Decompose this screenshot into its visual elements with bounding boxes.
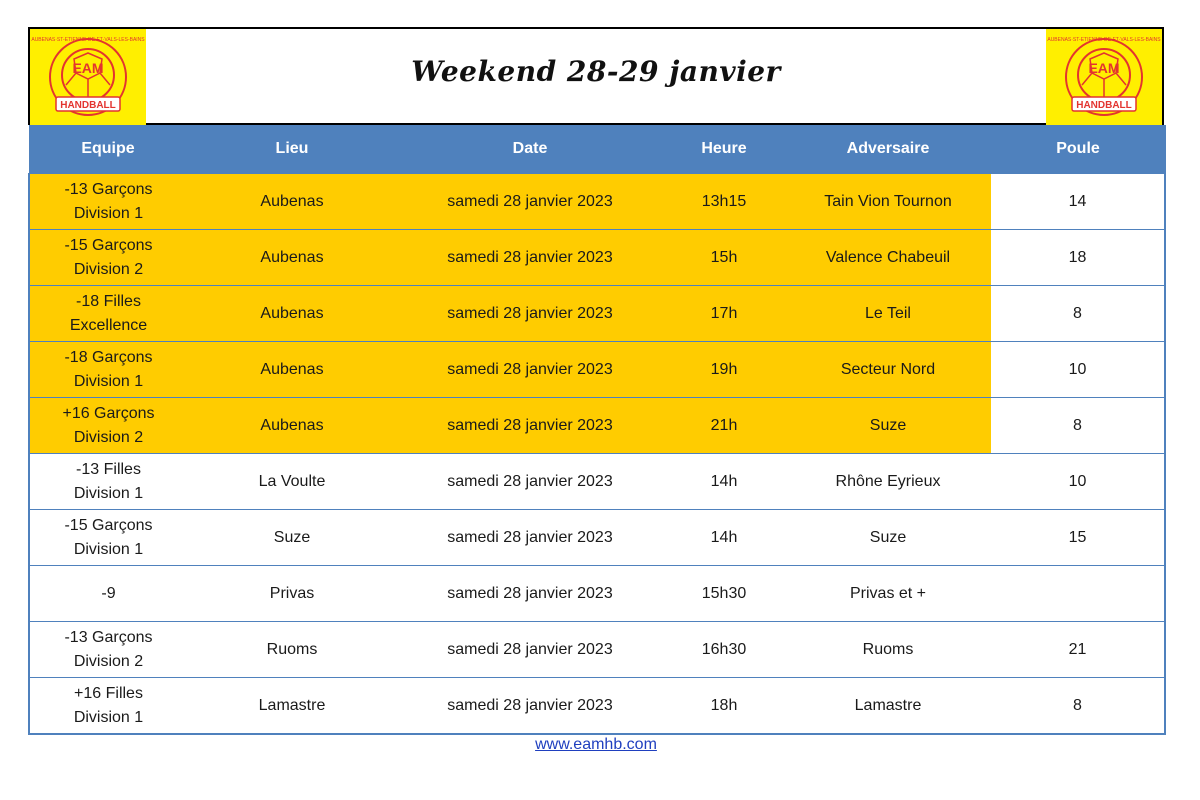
cell-adversaire: Lamastre xyxy=(785,678,991,735)
logo-banner: HANDBALL xyxy=(60,100,116,111)
cell-adversaire: Privas et + xyxy=(785,566,991,622)
cell-adversaire: Ruoms xyxy=(785,622,991,678)
table-row xyxy=(29,622,1165,678)
cell-adversaire: Suze xyxy=(785,398,991,454)
team-line: +16 Filles xyxy=(74,684,143,702)
schedule-sheet xyxy=(28,27,1164,754)
club-logo-right xyxy=(1046,29,1162,125)
column-header-heure: Heure xyxy=(663,125,785,174)
team-line: +16 Garçons xyxy=(62,404,155,422)
logo-letters: EAM xyxy=(1088,60,1120,76)
cell-heure: 14h xyxy=(663,454,785,510)
cell-heure: 19h xyxy=(663,342,785,398)
cell-equipe xyxy=(29,286,187,342)
cell-date: samedi 28 janvier 2023 xyxy=(397,622,663,678)
cell-heure: 16h30 xyxy=(663,622,785,678)
cell-heure: 15h30 xyxy=(663,566,785,622)
cell-lieu: Aubenas xyxy=(187,286,397,342)
team-line: Division 2 xyxy=(73,260,144,278)
cell-lieu: Suze xyxy=(187,510,397,566)
logo-top-text: AUBENAS·ST-ETIENNE-DE-FT·VALS-LES-BAINS xyxy=(1047,37,1161,43)
table-header-row xyxy=(29,125,1165,174)
team-line: -13 Garçons xyxy=(64,628,153,646)
cell-date: samedi 28 janvier 2023 xyxy=(397,342,663,398)
cell-lieu: Lamastre xyxy=(187,678,397,735)
table-row xyxy=(29,398,1165,454)
website-link[interactable]: www.eamhb.com xyxy=(535,736,657,753)
table-row xyxy=(29,566,1165,622)
cell-heure: 13h15 xyxy=(663,174,785,230)
cell-poule: 10 xyxy=(991,454,1165,510)
table-row xyxy=(29,454,1165,510)
cell-heure: 17h xyxy=(663,286,785,342)
cell-lieu: Aubenas xyxy=(187,230,397,286)
cell-lieu: Ruoms xyxy=(187,622,397,678)
schedule-header xyxy=(28,27,1164,125)
team-line: Division 2 xyxy=(73,428,144,446)
cell-poule: 14 xyxy=(991,174,1165,230)
cell-poule: 21 xyxy=(991,622,1165,678)
cell-poule: 10 xyxy=(991,342,1165,398)
team-line: Division 2 xyxy=(73,652,144,670)
cell-poule: 18 xyxy=(991,230,1165,286)
team-line: Division 1 xyxy=(73,708,144,726)
cell-date: samedi 28 janvier 2023 xyxy=(397,398,663,454)
cell-heure: 15h xyxy=(663,230,785,286)
table-row xyxy=(29,286,1165,342)
table-row xyxy=(29,510,1165,566)
cell-adversaire: Rhône Eyrieux xyxy=(785,454,991,510)
table-row xyxy=(29,230,1165,286)
cell-lieu: Aubenas xyxy=(187,174,397,230)
table-row xyxy=(29,342,1165,398)
team-line: -15 Garçons xyxy=(64,236,153,254)
team-line: Excellence xyxy=(69,316,148,334)
cell-equipe xyxy=(29,678,187,735)
cell-poule xyxy=(991,566,1165,622)
cell-date: samedi 28 janvier 2023 xyxy=(397,566,663,622)
team-line: -13 Garçons xyxy=(64,180,153,198)
cell-lieu: Aubenas xyxy=(187,342,397,398)
column-header-date: Date xyxy=(397,125,663,174)
cell-date: samedi 28 janvier 2023 xyxy=(397,454,663,510)
team-line: -15 Garçons xyxy=(64,516,153,534)
schedule-table xyxy=(28,125,1166,735)
logo-letters: EAM xyxy=(72,60,104,76)
cell-equipe xyxy=(29,342,187,398)
column-header-adversaire: Adversaire xyxy=(785,125,991,174)
cell-adversaire: Le Teil xyxy=(785,286,991,342)
logo-top-text: AUBENAS·ST-ETIENNE-DE-FT·VALS-LES-BAINS xyxy=(31,37,145,43)
column-header-lieu: Lieu xyxy=(187,125,397,174)
column-header-poule: Poule xyxy=(991,125,1165,174)
cell-adversaire: Tain Vion Tournon xyxy=(785,174,991,230)
cell-equipe xyxy=(29,454,187,510)
handball-logo-icon xyxy=(1046,29,1162,125)
cell-date: samedi 28 janvier 2023 xyxy=(397,174,663,230)
cell-equipe xyxy=(29,174,187,230)
cell-date: samedi 28 janvier 2023 xyxy=(397,286,663,342)
team-line: Division 1 xyxy=(73,204,144,222)
logo-banner: HANDBALL xyxy=(1076,100,1132,111)
cell-heure: 18h xyxy=(663,678,785,735)
cell-heure: 14h xyxy=(663,510,785,566)
team-line: -18 Filles xyxy=(76,292,141,310)
cell-equipe xyxy=(29,566,187,622)
cell-lieu: Privas xyxy=(187,566,397,622)
cell-date: samedi 28 janvier 2023 xyxy=(397,678,663,735)
team-line: -9 xyxy=(101,584,116,602)
column-header-equipe: Equipe xyxy=(29,125,187,174)
cell-poule: 15 xyxy=(991,510,1165,566)
cell-equipe xyxy=(29,230,187,286)
cell-poule: 8 xyxy=(991,398,1165,454)
cell-equipe xyxy=(29,510,187,566)
team-line: -13 Filles xyxy=(76,460,141,478)
cell-adversaire: Suze xyxy=(785,510,991,566)
cell-poule: 8 xyxy=(991,678,1165,735)
table-row xyxy=(29,174,1165,230)
cell-lieu: Aubenas xyxy=(187,398,397,454)
cell-date: samedi 28 janvier 2023 xyxy=(397,230,663,286)
cell-lieu: La Voulte xyxy=(187,454,397,510)
footer xyxy=(28,736,1164,754)
cell-equipe xyxy=(29,398,187,454)
cell-adversaire: Secteur Nord xyxy=(785,342,991,398)
cell-date: samedi 28 janvier 2023 xyxy=(397,510,663,566)
cell-poule: 8 xyxy=(991,286,1165,342)
cell-equipe xyxy=(29,622,187,678)
team-line: Division 1 xyxy=(73,372,144,390)
table-row xyxy=(29,678,1165,735)
team-line: Division 1 xyxy=(73,484,144,502)
page-title: Weekend 28-29 janvier xyxy=(411,55,781,88)
team-line: -18 Garçons xyxy=(64,348,153,366)
cell-heure: 21h xyxy=(663,398,785,454)
team-line: Division 1 xyxy=(73,540,144,558)
cell-adversaire: Valence Chabeuil xyxy=(785,230,991,286)
